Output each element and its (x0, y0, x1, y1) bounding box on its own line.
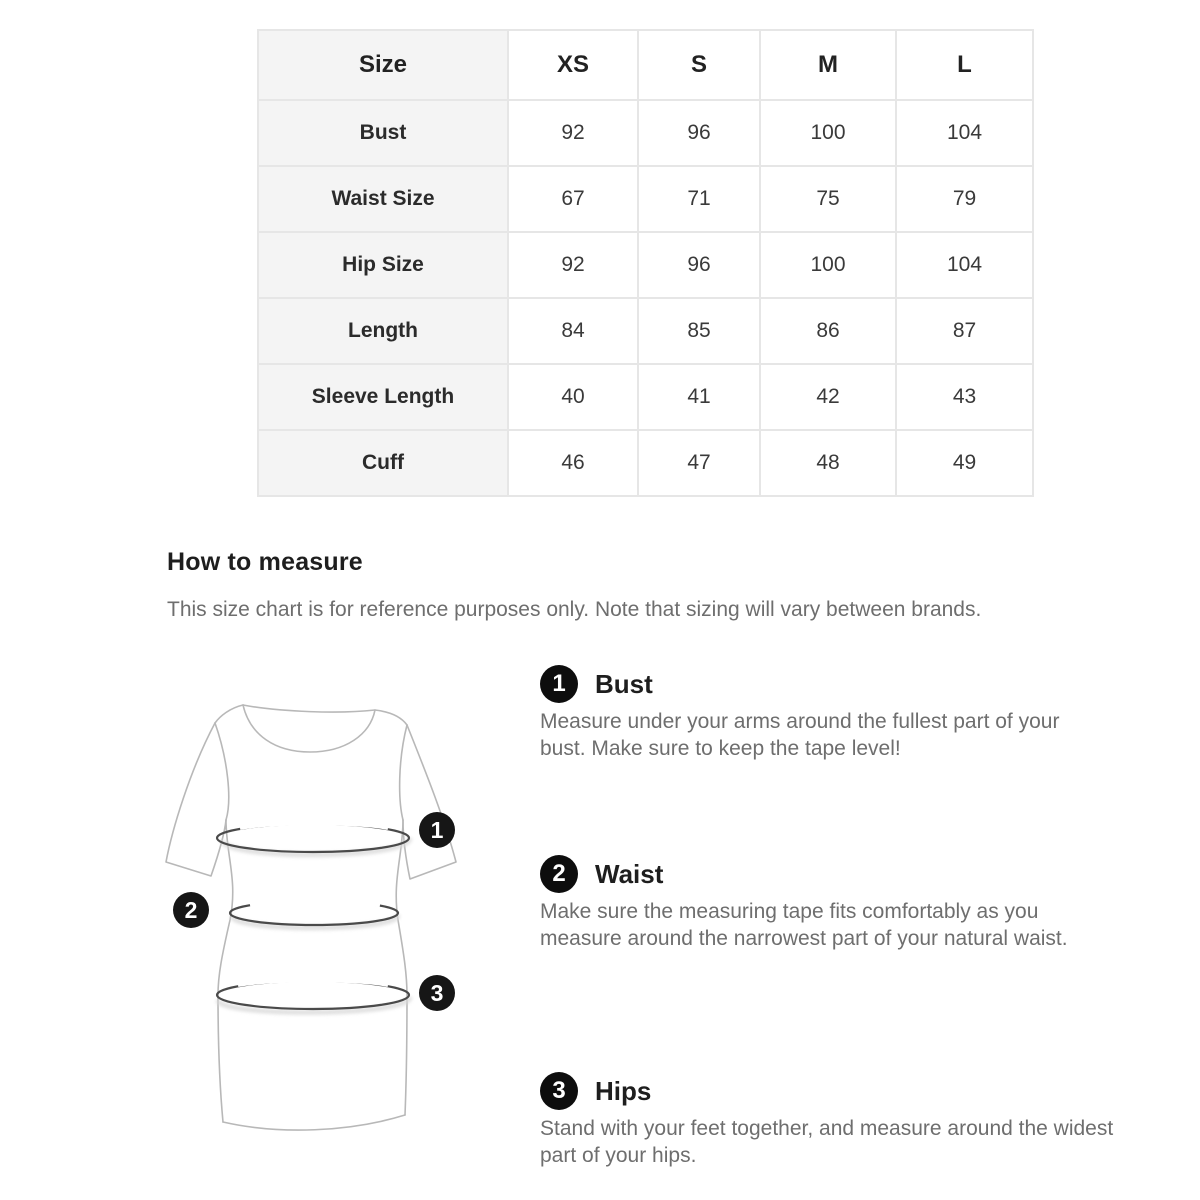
table-cell: 48 (760, 430, 896, 496)
step-number-1-icon: 1 (540, 665, 578, 703)
step-description: Make sure the measuring tape fits comfortably as you measure around the narrowest part of your natural waist. (540, 900, 1068, 950)
header-cell-size: Size (258, 30, 508, 100)
marker-1-icon (419, 812, 455, 848)
table-row (258, 100, 1033, 166)
table-cell: 71 (638, 166, 760, 232)
dress-shoulder-line (243, 705, 407, 725)
step-title: Hips (595, 1075, 652, 1106)
table-cell: 47 (638, 430, 760, 496)
measure-step-waist (540, 854, 1120, 952)
table-cell: 46 (508, 430, 638, 496)
table-cell: 84 (508, 298, 638, 364)
svg-text:3: 3 (430, 980, 444, 1006)
dress-measurement-diagram (160, 690, 470, 1140)
table-cell: 40 (508, 364, 638, 430)
table-cell: 92 (508, 232, 638, 298)
svg-text:1: 1 (430, 817, 444, 843)
row-label: Bust (258, 100, 508, 166)
table-cell: 85 (638, 298, 760, 364)
step-number-3-icon: 3 (540, 1072, 578, 1110)
dress-hem (223, 1115, 405, 1130)
table-cell: 43 (896, 364, 1033, 430)
table-cell: 86 (760, 298, 896, 364)
dress-right-sleeve (403, 725, 456, 879)
dress-right-side (396, 820, 407, 1115)
table-row (258, 166, 1033, 232)
measure-step-bust (540, 664, 1120, 762)
size-chart-table (257, 29, 1034, 497)
table-cell: 92 (508, 100, 638, 166)
table-cell: 104 (896, 100, 1033, 166)
dress-left-sleeve (166, 723, 226, 876)
svg-text:2: 2 (184, 897, 198, 923)
row-label: Waist Size (258, 166, 508, 232)
header-cell-l: L (896, 30, 1033, 100)
marker-3-icon (419, 975, 455, 1011)
table-cell: 87 (896, 298, 1033, 364)
table-row (258, 364, 1033, 430)
table-cell: 42 (760, 364, 896, 430)
header-cell-m: M (760, 30, 896, 100)
table-cell: 67 (508, 166, 638, 232)
table-cell: 96 (638, 100, 760, 166)
table-cell: 96 (638, 232, 760, 298)
table-cell: 75 (760, 166, 896, 232)
row-label: Length (258, 298, 508, 364)
table-row (258, 232, 1033, 298)
step-number-2-icon: 2 (540, 855, 578, 893)
table-cell: 104 (896, 232, 1033, 298)
reference-note: This size chart is for reference purposes only. Note that sizing will vary between brands. (167, 598, 982, 621)
table-cell: 79 (896, 166, 1033, 232)
table-cell: 49 (896, 430, 1033, 496)
row-label: Sleeve Length (258, 364, 508, 430)
row-label: Cuff (258, 430, 508, 496)
how-to-measure-heading: How to measure (167, 548, 363, 576)
step-title: Bust (595, 668, 653, 699)
header-cell-s: S (638, 30, 760, 100)
table-cell: 100 (760, 232, 896, 298)
step-description: Measure under your arms around the fullest part of your bust. Make sure to keep the tape level! (540, 710, 1060, 760)
table-row (258, 298, 1033, 364)
table-cell: 41 (638, 364, 760, 430)
measure-step-hips (540, 1071, 1120, 1169)
table-cell: 100 (760, 100, 896, 166)
row-label: Hip Size (258, 232, 508, 298)
step-title: Waist (595, 858, 664, 889)
marker-2-icon (173, 892, 209, 928)
header-cell-xs: XS (508, 30, 638, 100)
table-header-row (258, 30, 1033, 100)
table-row (258, 430, 1033, 496)
step-description: Stand with your feet together, and measure around the widest part of your hips. (540, 1117, 1114, 1167)
dress-left-side (218, 820, 233, 1122)
